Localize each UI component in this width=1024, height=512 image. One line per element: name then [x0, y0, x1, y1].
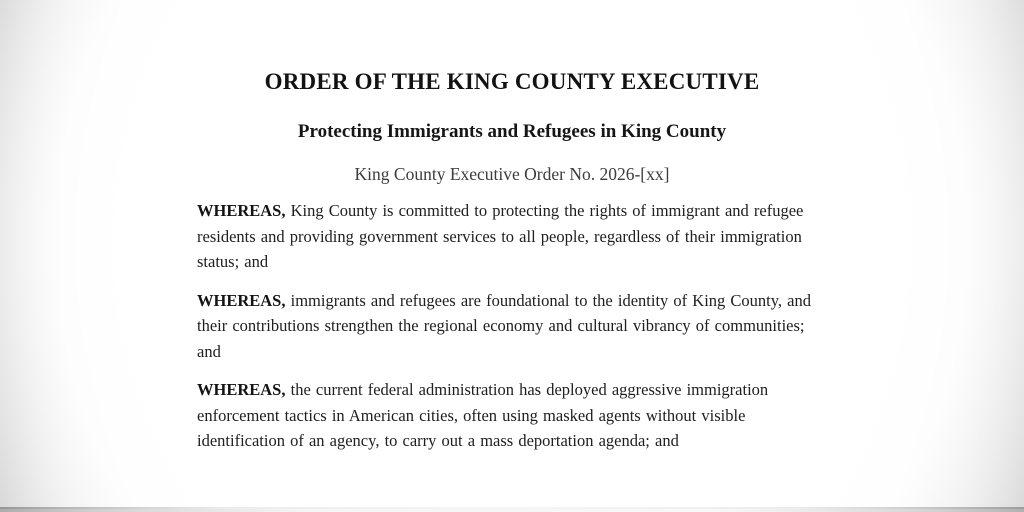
whereas-text-1: King County is committed to protecting the rights of immigrant and refugee residents and providing government services to all people, regardless of their immigration status; and: [197, 201, 804, 271]
whereas-lead-1: WHEREAS,: [197, 201, 286, 220]
document-body: [197, 0, 827, 454]
whereas-paragraph-2: [197, 288, 827, 365]
order-number-line: King County Executive Order No. 2026-[xx]: [354, 164, 670, 184]
whereas-lead-3: WHEREAS,: [197, 380, 286, 399]
document-title: ORDER OF THE KING COUNTY EXECUTIVE: [264, 69, 760, 94]
whereas-lead-2: WHEREAS,: [197, 290, 286, 310]
whereas-paragraph-1: [197, 198, 827, 275]
whereas-text-2: immigrants and refugees are foundational to the identity of King County, and their contributions strengthen the regional economy and cultural vibrancy of communities; and: [197, 290, 811, 361]
whereas-paragraph-3: [197, 377, 827, 454]
document-subtitle: Protecting Immigrants and Refugees in King County: [297, 121, 727, 142]
whereas-text-3: the current federal administration has deployed aggressive immigration enforcement tactics in American cities, often using masked agents without visible identification of an agency, to carry out a mass deportation agenda; and: [197, 380, 769, 450]
